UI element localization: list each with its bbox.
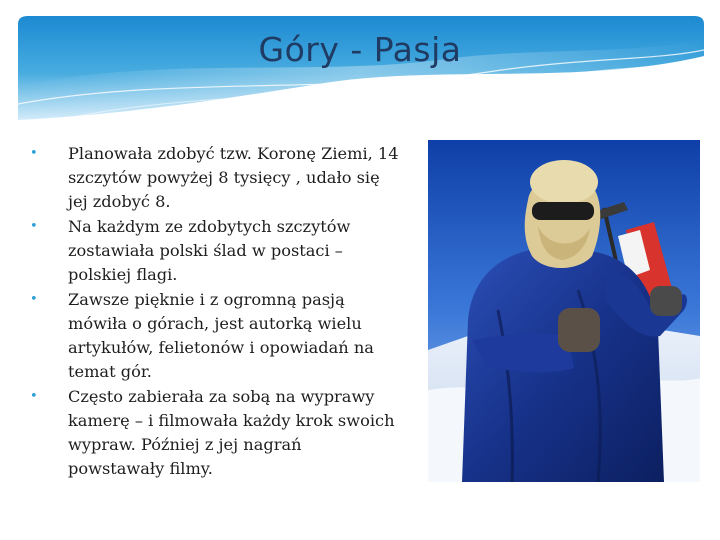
bullet-text: Zawsze pięknie i z ogromną pasją mówiła o górach, jest autorką wielu artykułów, felietonów i opowiadań na temat gór. xyxy=(68,290,374,381)
bullet-text: Na każdym ze zdobytych szczytów zostawiała polski ślad w postaci – polskiej flagi. xyxy=(68,217,351,284)
glove-right xyxy=(650,286,682,316)
bullet-text: Często zabierała za sobą na wyprawy kamerę – i filmowała każdy krok swoich wypraw. Później z jej nagrań powstawały filmy. xyxy=(68,387,395,478)
slide-title: Góry - Pasja xyxy=(258,30,462,69)
climber-photo xyxy=(428,140,700,482)
bullet-text: Planowała zdobyć tzw. Koronę Ziemi, 14 szczytów powyżej 8 tysięcy , udało się jej zdobyć 8. xyxy=(68,144,399,211)
list-item xyxy=(30,385,400,481)
glove-left xyxy=(558,308,600,352)
bullet-icon: • xyxy=(30,292,38,307)
list-item xyxy=(30,288,400,384)
goggles xyxy=(532,202,594,220)
list-item xyxy=(30,215,400,287)
bullet-icon: • xyxy=(30,219,38,234)
bullet-icon: • xyxy=(30,389,38,404)
hat xyxy=(530,160,598,204)
bullet-icon: • xyxy=(30,146,38,161)
bullet-list xyxy=(30,142,400,482)
list-item xyxy=(30,142,400,214)
